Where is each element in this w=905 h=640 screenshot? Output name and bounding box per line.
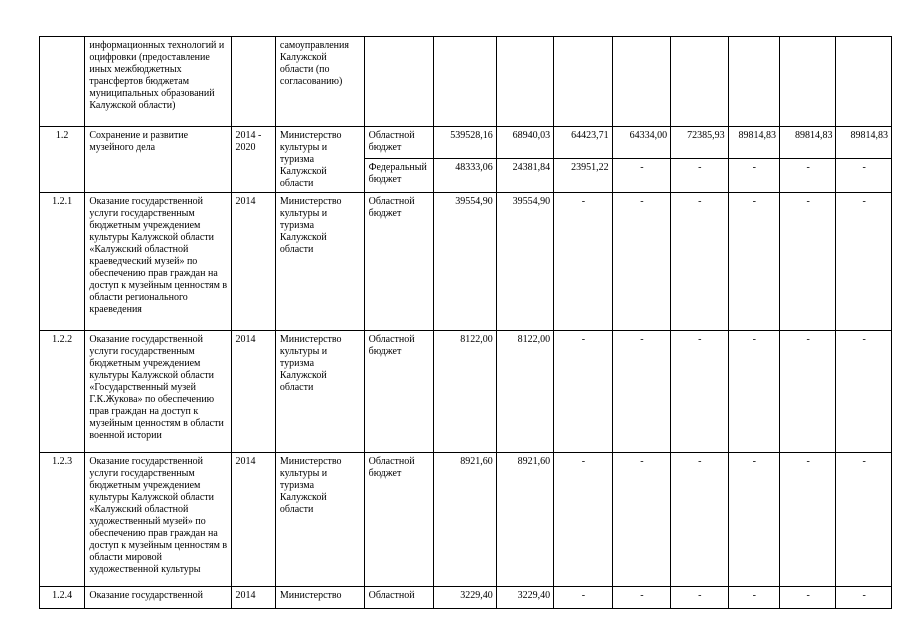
value-cell: 8122,00 [434, 331, 497, 453]
row-name-cell: Оказание государственной [85, 587, 231, 609]
value-cell: 24381,84 [496, 159, 553, 193]
value-cell: 39554,90 [496, 193, 553, 331]
row-code-cell: 1.2.4 [40, 587, 85, 609]
value-cell [554, 37, 612, 127]
value-cell: - [554, 331, 612, 453]
value-cell: 539528,16 [434, 127, 497, 159]
value-cell: - [554, 587, 612, 609]
row-source-cell: Областной бюджет [364, 453, 434, 587]
value-cell [671, 37, 728, 127]
value-cell: - [836, 159, 892, 193]
row-name-cell: Оказание государственной услуги государственным бюджетным учреждением культуры Калужской области «Калужский областной художественный музей» по обеспечению прав граждан на доступ к музейным ценностям в области мировой художественной культуры [85, 453, 231, 587]
value-cell: 89814,83 [836, 127, 892, 159]
value-cell: 72385,93 [671, 127, 728, 159]
value-cell: - [728, 159, 779, 193]
value-cell: - [836, 331, 892, 453]
value-cell: 3229,40 [434, 587, 497, 609]
value-cell [434, 37, 497, 127]
budget-program-table [39, 36, 892, 609]
row-source-cell: Федеральный бюджет [364, 159, 434, 193]
row-executor-cell: Министерство [275, 587, 364, 609]
value-cell: - [728, 453, 779, 587]
value-cell: 8122,00 [496, 331, 553, 453]
value-cell: - [728, 587, 779, 609]
row-name-cell: Оказание государственной услуги государственным бюджетным учреждением культуры Калужской области «Государственный музей Г.К.Жукова» по обеспечению прав граждан на доступ к музейным ценностям в области военной истории [85, 331, 231, 453]
value-cell [612, 37, 670, 127]
row-executor-cell: Министерство культуры и туризма Калужской области [275, 453, 364, 587]
value-cell: 64423,71 [554, 127, 612, 159]
table-row-1-2-3 [40, 453, 892, 587]
table-row-continuation [40, 37, 892, 127]
value-cell: - [612, 159, 670, 193]
value-cell: - [671, 159, 728, 193]
value-cell: - [779, 587, 835, 609]
row-code-cell: 1.2.3 [40, 453, 85, 587]
row-years-cell: 2014 [231, 453, 275, 587]
value-cell: - [612, 193, 670, 331]
value-cell: - [779, 331, 835, 453]
row-source-cell: Областной бюджет [364, 193, 434, 331]
value-cell: - [779, 193, 835, 331]
value-cell: 3229,40 [496, 587, 553, 609]
value-cell: - [836, 587, 892, 609]
row-code-cell: 1.2 [40, 127, 85, 193]
value-cell [728, 37, 779, 127]
value-cell: - [779, 159, 835, 193]
row-executor-cell: Министерство культуры и туризма Калужской области [275, 127, 364, 193]
row-years-cell: 2014 [231, 193, 275, 331]
value-cell: 68940,03 [496, 127, 553, 159]
value-cell: - [728, 193, 779, 331]
table-row-1-2-4 [40, 587, 892, 609]
value-cell: - [612, 587, 670, 609]
value-cell: - [728, 331, 779, 453]
value-cell: - [671, 587, 728, 609]
row-years-cell: 2014 [231, 587, 275, 609]
row-code-cell: 1.2.1 [40, 193, 85, 331]
row-source-cell: Областной бюджет [364, 331, 434, 453]
row-code-cell: 1.2.2 [40, 331, 85, 453]
table-row-1-2-1 [40, 193, 892, 331]
value-cell: - [836, 193, 892, 331]
row-executor-cell: самоуправления Калужской области (по согласованию) [275, 37, 364, 127]
table-row-1-2-regional [40, 127, 892, 159]
row-executor-cell: Министерство культуры и туризма Калужской области [275, 331, 364, 453]
row-years-cell [231, 37, 275, 127]
row-name-cell: Сохранение и развитие музейного дела [85, 127, 231, 193]
row-code-cell [40, 37, 85, 127]
value-cell: - [612, 453, 670, 587]
value-cell: 64334,00 [612, 127, 670, 159]
value-cell: 39554,90 [434, 193, 497, 331]
value-cell: 89814,83 [779, 127, 835, 159]
table-row-1-2-2 [40, 331, 892, 453]
value-cell: - [671, 453, 728, 587]
row-source-cell: Областной [364, 587, 434, 609]
value-cell [779, 37, 835, 127]
row-executor-cell: Министерство культуры и туризма Калужской области [275, 193, 364, 331]
value-cell: - [554, 453, 612, 587]
row-name-cell: информационных технологий и оцифровки (предоставление иных межбюджетных трансфертов бюджетам муниципальных образований Калужской области) [85, 37, 231, 127]
value-cell: 8921,60 [496, 453, 553, 587]
value-cell: - [671, 331, 728, 453]
row-years-cell: 2014 [231, 331, 275, 453]
value-cell: - [671, 193, 728, 331]
value-cell: - [836, 453, 892, 587]
value-cell: 23951,22 [554, 159, 612, 193]
row-name-cell: Оказание государственной услуги государственным бюджетным учреждением культуры Калужской области «Калужский областной краеведческий музей» по обеспечению прав граждан на доступ к музейным ценностям в области регионального краеведения [85, 193, 231, 331]
row-years-cell: 2014 - 2020 [231, 127, 275, 193]
value-cell: - [779, 453, 835, 587]
value-cell: 8921,60 [434, 453, 497, 587]
value-cell: - [612, 331, 670, 453]
row-source-cell: Областной бюджет [364, 127, 434, 159]
row-source-cell [364, 37, 434, 127]
value-cell [496, 37, 553, 127]
value-cell: 89814,83 [728, 127, 779, 159]
value-cell: - [554, 193, 612, 331]
value-cell: 48333,06 [434, 159, 497, 193]
value-cell [836, 37, 892, 127]
